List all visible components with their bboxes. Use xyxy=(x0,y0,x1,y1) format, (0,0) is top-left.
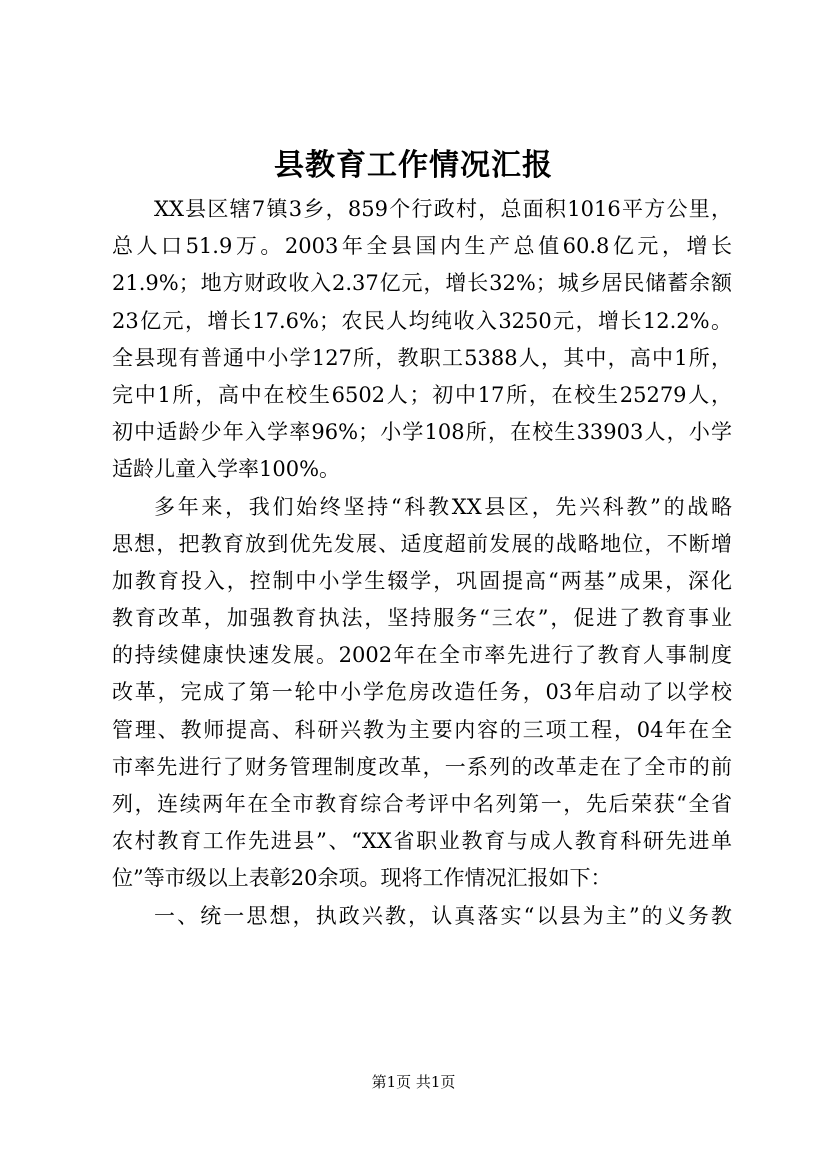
body-line: 全县现有普通中小学127所，教职工5388人，其中，高中1所， xyxy=(112,345,732,370)
body-line: 一、统一思想，执政兴教，认真落实“以县为主”的义务教 xyxy=(154,903,732,928)
body-line: 管理、教师提高、科研兴教为主要内容的三项工程，04年在全 xyxy=(112,717,732,742)
body-line: 思想，把教育放到优先发展、适度超前发展的战略地位，不断增 xyxy=(112,531,732,556)
body-line: 的持续健康快速发展。2002年在全市率先进行了教育人事制度 xyxy=(112,643,732,668)
body-line: 总人口51.9万。2003年全县国内生产总值60.8亿元，增长 xyxy=(112,234,732,259)
document-body xyxy=(112,191,732,935)
page-footer: 第1页 共1页 xyxy=(371,1073,456,1091)
body-line: 位”等市级以上表彰20余项。现将工作情况汇报如下： xyxy=(112,866,612,891)
body-line: 初中适龄少年入学率96%；小学108所，在校生33903人，小学 xyxy=(112,420,732,445)
document-title: 县教育工作情况汇报 xyxy=(274,148,553,183)
body-line: 改革，完成了第一轮中小学危房改造任务，03年启动了以学校 xyxy=(112,680,732,705)
body-line: 农村教育工作先进县”、“XX省职业教育与成人教育科研先进单 xyxy=(112,829,732,854)
body-line: 加教育投入，控制中小学生辍学，巩固提高“两基”成果，深化 xyxy=(112,568,732,593)
body-line: 适龄儿童入学率100%。 xyxy=(112,457,341,482)
body-line: 完中1所，高中在校生6502人；初中17所，在校生25279人， xyxy=(112,382,732,407)
body-line: 列，连续两年在全市教育综合考评中名列第一，先后荣获“全省 xyxy=(112,792,732,816)
body-line: 多年来，我们始终坚持“科教XX县区，先兴科教”的战略 xyxy=(154,494,732,519)
body-line: 21.9%；地方财政收入2.37亿元，增长32%；城乡居民储蓄余额 xyxy=(112,271,732,296)
body-line: 市率先进行了财务管理制度改革，一系列的改革走在了全市的前 xyxy=(112,754,732,779)
body-line: 教育改革，加强教育执法，坚持服务“三农”，促进了教育事业 xyxy=(112,606,732,631)
body-line: XX县区辖7镇3乡，859个行政村，总面积1016平方公里， xyxy=(154,197,732,221)
body-line: 23亿元，增长17.6%；农民人均纯收入3250元，增长12.2%。 xyxy=(112,308,732,333)
